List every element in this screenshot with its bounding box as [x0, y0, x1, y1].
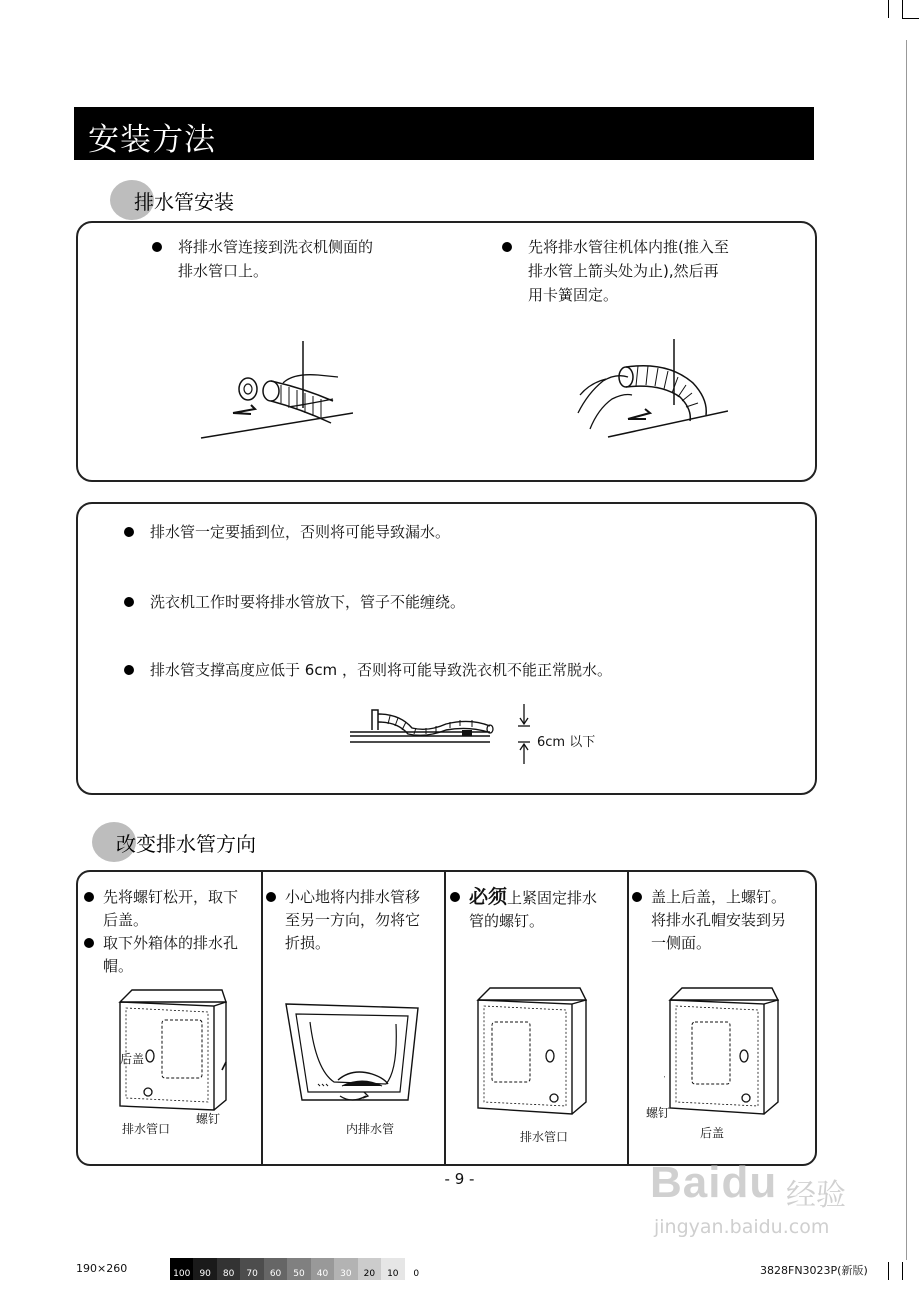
section-heading-change-direction — [92, 822, 332, 862]
drain-height-diagram — [350, 700, 540, 770]
section-heading-text: 排水管安装 — [134, 190, 234, 214]
note-1 — [124, 520, 784, 544]
greyscale-bar — [170, 1258, 428, 1280]
greyscale-swatch: 30 — [334, 1258, 357, 1280]
cell3-bullet — [450, 886, 626, 933]
install-step-1-line1: 将排水管连接到洗衣机侧面的 — [178, 238, 374, 256]
cell2-line1: 小心地将内排水管移 — [285, 888, 421, 906]
cell2-line2: 至另一方向，勿将它 — [285, 911, 421, 929]
note-2-text: 洗衣机工作时要将排水管放下，管子不能缠绕。 — [150, 593, 466, 611]
crop-mark-top-right — [902, 0, 903, 18]
column-divider-3 — [627, 872, 629, 1164]
cell3-must: 必须 — [469, 886, 508, 908]
bullet-dot — [502, 242, 512, 252]
watermark-url: jingyan.baidu.com — [654, 1216, 830, 1238]
note-2 — [124, 590, 784, 614]
footer-size: 190×260 — [76, 1262, 128, 1275]
cell4-label-screw: 螺钉 — [646, 1106, 671, 1120]
cell3-line2: 管的螺钉。 — [469, 912, 545, 930]
cell1-b1-line2: 后盖。 — [103, 911, 149, 929]
washer-rear-illustration-3 — [664, 982, 788, 1120]
page-title-bar — [74, 107, 814, 160]
washer-rear-illustration-2 — [472, 982, 596, 1120]
drain-notes-box — [76, 502, 817, 795]
cell4-line2: 将排水孔帽安装到另 — [651, 911, 787, 929]
greyscale-swatch: 60 — [264, 1258, 287, 1280]
cell3-line1-rest: 上紧固定排水 — [507, 889, 598, 907]
greyscale-swatch: 0 — [405, 1258, 428, 1280]
cell1-b2-line1: 取下外箱体的排水孔 — [103, 934, 239, 952]
bullet-dot — [84, 938, 94, 948]
install-step-2-line1: 先将排水管往机体内推(推入至 — [528, 238, 729, 256]
bullet-dot — [84, 892, 94, 902]
cell1-bullet-1 — [84, 886, 260, 932]
column-divider-1 — [261, 872, 263, 1164]
cell1-label-outlet: 排水管口 — [122, 1122, 171, 1136]
watermark-brand-cn: 经验 — [786, 1178, 846, 1213]
cell2-label-inner-hose: 内排水管 — [346, 1122, 395, 1136]
note-1-text: 排水管一定要插到位，否则将可能导致漏水。 — [150, 523, 451, 541]
section-heading-text: 改变排水管方向 — [116, 832, 256, 856]
drain-install-box — [76, 221, 817, 482]
footer-code: 3828FN3023P(新版) — [760, 1264, 868, 1277]
hose-push-illustration — [568, 333, 728, 443]
section-heading-drain-install — [110, 180, 310, 220]
cell1-label-cover: 后盖 — [120, 1052, 145, 1066]
bullet-dot — [124, 597, 134, 607]
cell4-bullet — [632, 886, 812, 955]
cell1-label-screw: 螺钉 — [196, 1112, 221, 1126]
bullet-dot — [124, 527, 134, 537]
height-arrows — [518, 704, 530, 764]
greyscale-swatch: 70 — [240, 1258, 263, 1280]
install-step-1 — [152, 235, 452, 283]
cell1-bullet-2 — [84, 932, 260, 978]
crop-mark-top-horizontal — [902, 18, 919, 19]
crop-mark-right-side — [906, 40, 907, 1260]
greyscale-swatch: 20 — [358, 1258, 381, 1280]
install-step-2-line2: 排水管上箭头处为止),然后再 — [528, 262, 719, 280]
column-divider-2 — [444, 872, 446, 1164]
greyscale-swatch: 10 — [381, 1258, 404, 1280]
bullet-dot — [632, 892, 642, 902]
cell4-label-cover: 后盖 — [700, 1126, 725, 1140]
cell4-line1: 盖上后盖，上螺钉。 — [651, 888, 787, 906]
bullet-dot — [266, 892, 276, 902]
page-number: - 9 - — [444, 1170, 475, 1188]
cell2-bullet — [266, 886, 442, 955]
greyscale-swatch: 90 — [193, 1258, 216, 1280]
cell3-line1 — [450, 886, 626, 910]
bullet-dot — [152, 242, 162, 252]
greyscale-swatch: 100 — [170, 1258, 193, 1280]
note-3-text: 排水管支撑高度应低于 6cm ，否则将可能导致洗衣机不能正常脱水。 — [150, 661, 612, 679]
install-step-2-line3: 用卡簧固定。 — [528, 286, 619, 304]
bullet-dot — [124, 665, 134, 675]
cell4-line3: 一侧面。 — [651, 934, 712, 952]
install-step-1-line2: 排水管口上。 — [178, 262, 269, 280]
crop-mark-bottom-right-2 — [902, 1262, 903, 1280]
greyscale-swatch: 40 — [311, 1258, 334, 1280]
crop-mark-bottom-right — [888, 1262, 889, 1280]
washer-rear-illustration-1 — [114, 984, 238, 1114]
height-label: 6cm 以下 — [537, 735, 596, 750]
watermark — [650, 1150, 870, 1250]
bullet-dot — [450, 892, 460, 902]
greyscale-swatch: 80 — [217, 1258, 240, 1280]
note-3 — [124, 658, 784, 682]
cell3-label-outlet: 排水管口 — [520, 1130, 569, 1144]
cell2-line3: 折损。 — [285, 934, 331, 952]
crop-mark-top-left — [888, 0, 889, 18]
hose-connect-illustration — [193, 333, 353, 443]
cell1-b1-line1: 先将螺钉松开，取下 — [103, 888, 239, 906]
cell1-b2-line2: 帽。 — [103, 957, 134, 975]
greyscale-swatch: 50 — [287, 1258, 310, 1280]
install-step-2 — [502, 235, 802, 307]
page-title: 安装方法 — [88, 122, 216, 158]
watermark-brand: Baidu — [650, 1158, 778, 1207]
inner-hose-illustration — [282, 1000, 422, 1112]
change-direction-box — [76, 870, 817, 1166]
